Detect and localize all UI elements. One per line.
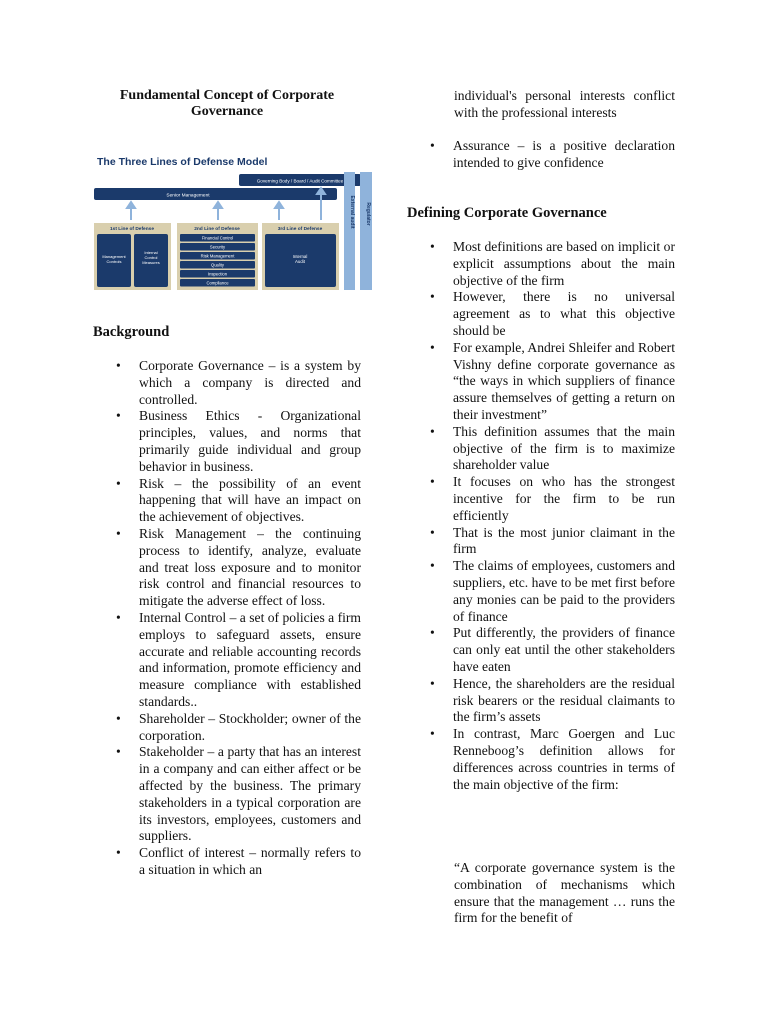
internal-control-measures-label: Internal Control Measures <box>142 250 160 265</box>
list-item: • Most definitions are based on implicit or explicit assumptions about the main objective of the firm <box>407 239 675 289</box>
list-item: • It focuses on who has the strongest incentive for the firm to be run efficiently <box>407 474 675 524</box>
second-line-item-label: Risk Management <box>200 253 235 259</box>
quote-text: “A corporate governance system is the combination of mechanisms which ensure that the management … runs the firm for the benefit of <box>454 860 675 926</box>
assurance-list <box>407 138 675 172</box>
continuation-text: individual's personal interests conflict with the professional interests <box>454 88 675 120</box>
second-line-label: 2nd Line of Defense <box>194 227 240 232</box>
list-item: • For example, Andrei Shleifer and Robert Vishny define corporate governance as “the ways in which suppliers of finance assure themselves of getting a return on their investment” <box>407 340 675 424</box>
list-item: • The claims of employees, customers and suppliers, etc. have to be met first before any monies can be paid to the providers of finance <box>407 558 675 625</box>
document-title: Fundamental Concept of Corporate Governance <box>119 88 335 119</box>
list-item: • In contrast, Marc Goergen and Luc Renneboog’s definition allows for differences across countries in terms of the main objective of the firm: <box>407 726 675 793</box>
list-item: • Assurance – is a positive declaration intended to give confidence <box>407 138 675 172</box>
diagram-heading: The Three Lines of Defense Model <box>97 156 268 168</box>
regulator-bar <box>360 172 372 290</box>
second-line-item-label: Quality <box>210 262 225 268</box>
list-item: • Shareholder – Stockholder; owner of the corporation. <box>93 711 361 745</box>
list-item: • Stakeholder – a party that has an interest in a company and can either affect or be affected by the business. The primary stakeholders in a typical corporation are its investors, employees, customers and suppliers. <box>93 744 361 845</box>
list-item: • This definition assumes that the main objective of the firm is to maximize shareholder value <box>407 424 675 474</box>
management-controls-label: Management Controls <box>102 254 126 264</box>
list-item: • That is the most junior claimant in the firm <box>407 525 675 559</box>
second-line-item-label: Financial Control <box>201 235 234 241</box>
list-item: • However, there is no universal agreement as to what this objective should be <box>407 289 675 339</box>
second-line-item-label: Security <box>209 244 226 250</box>
senior-management-label: Senior Management <box>166 193 210 199</box>
first-line-label: 1st Line of Defense <box>110 227 154 232</box>
list-item: • Risk – the possibility of an event happening that will have an impact on the achievement of objectives. <box>93 476 361 526</box>
list-item: • Conflict of interest – normally refers to a situation in which an <box>93 845 361 879</box>
external-audit-label: External audit <box>349 195 355 229</box>
list-item: • Risk Management – the continuing process to identify, analyze, evaluate and treat loss exposure and to monitor risk control and financial resources to mitigate the adverse effect of loss. <box>93 526 361 610</box>
list-item: • Put differently, the providers of finance can only eat until the other stakeholders have eaten <box>407 625 675 675</box>
list-item: • Corporate Governance – is a system by which a company is directed and controlled. <box>93 358 361 408</box>
third-line-label: 3rd Line of Defense <box>277 227 323 232</box>
defining-heading: Defining Corporate Governance <box>407 205 607 221</box>
list-item: • Business Ethics - Organizational principles, values, and norms that primarily guide individual and group behavior in business. <box>93 408 361 475</box>
defining-list <box>407 239 675 793</box>
background-list <box>93 358 361 879</box>
second-line-item-label: Compliance <box>206 280 229 286</box>
senior-management-bar <box>94 188 337 200</box>
governing-body-label: Governing Body / Board / Audit Committee <box>256 178 344 184</box>
three-lines-of-defense-diagram <box>93 152 376 292</box>
background-heading: Background <box>93 324 170 340</box>
internal-audit-label: Internal Audit <box>292 254 308 264</box>
external-audit-bar <box>344 172 355 290</box>
list-item: • Hence, the shareholders are the residual risk bearers or the residual claimants to the firm’s assets <box>407 676 675 726</box>
list-item: • Internal Control – a set of policies a firm employs to safeguard assets, ensure accurate and reliable accounting records and information, promote efficiency and measure compliance with established standards.. <box>93 610 361 711</box>
second-line-item-label: Inspection <box>207 271 228 277</box>
regulator-label: Regulator <box>365 202 371 226</box>
